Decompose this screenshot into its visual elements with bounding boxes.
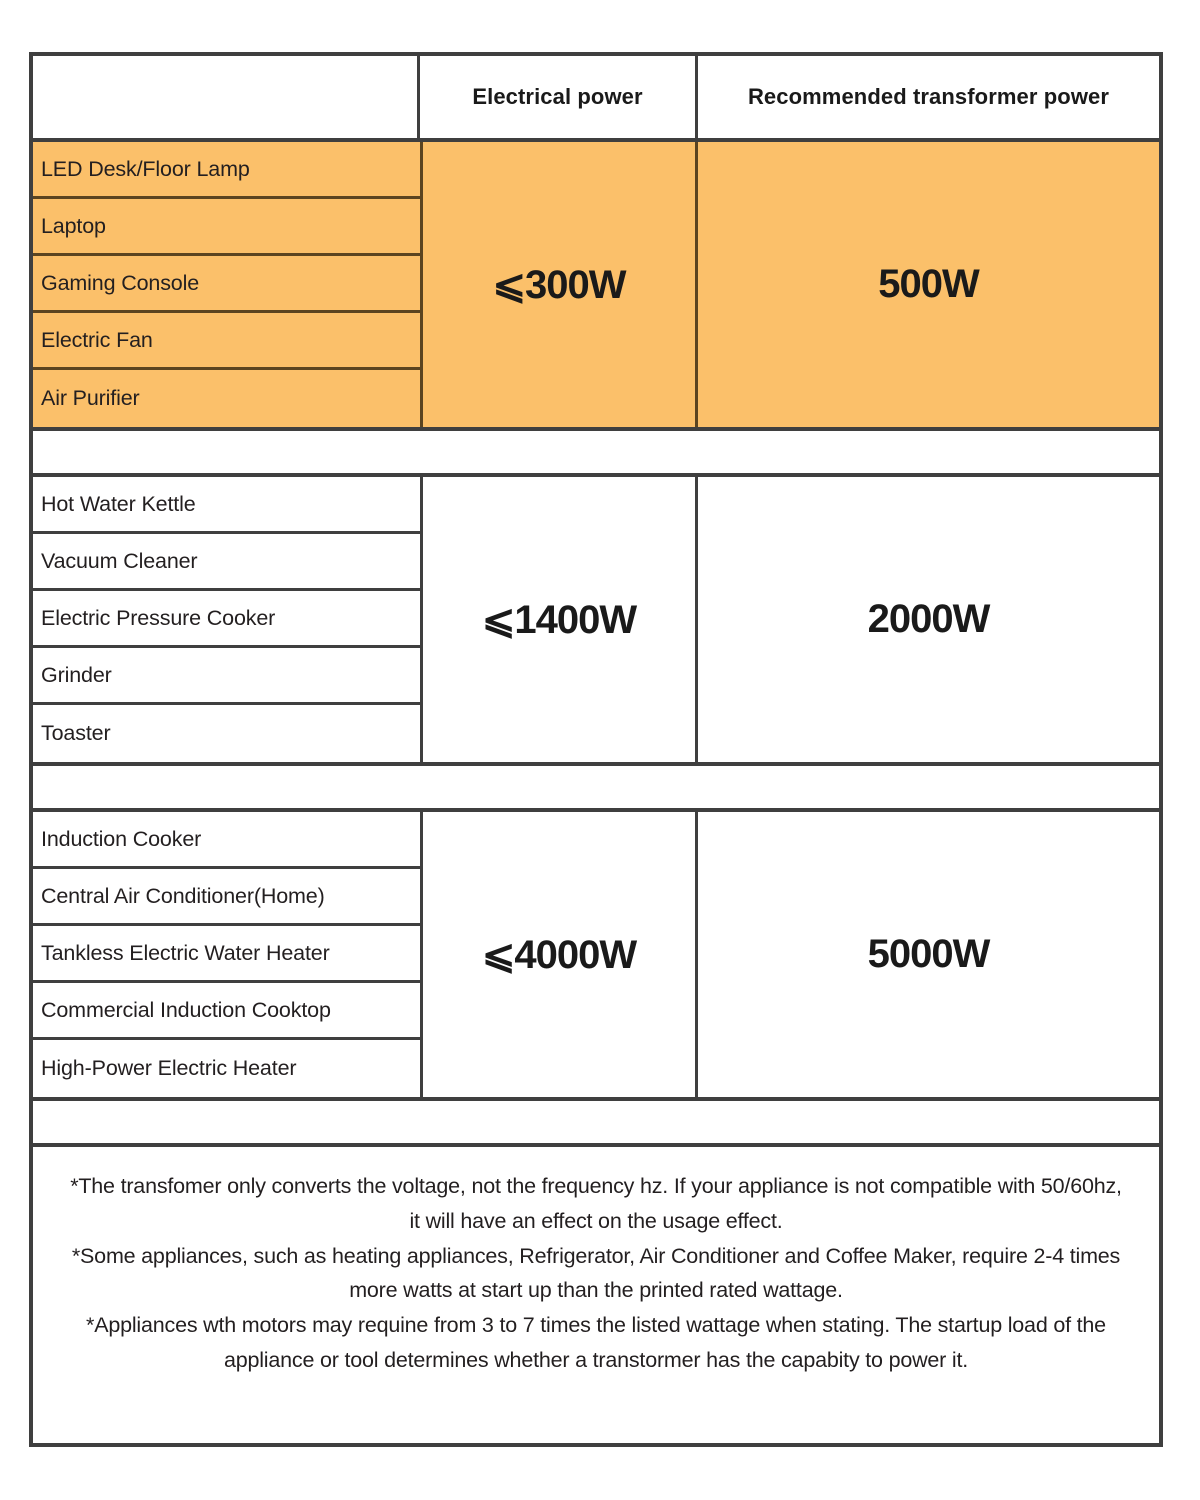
footnote-block	[33, 1147, 1159, 1396]
list-item: Laptop	[33, 199, 420, 256]
table-header-row	[33, 56, 1159, 142]
header-cell-electrical-power: Electrical power	[420, 56, 698, 138]
electrical-power-value-3: ⩽4000W	[420, 812, 698, 1097]
list-item: Air Purifier	[41, 386, 140, 410]
power-compatibility-table	[29, 52, 1163, 1447]
power-group-1	[33, 142, 1159, 427]
list-item: Electric Fan	[33, 313, 420, 370]
appliance-list-1	[33, 142, 420, 427]
footnote-line-3: *Appliances wth motors may requine from 3 to 7 times the listed wattage when stating. The startup load of the appliance or tool determines whether a transtormer has the capabity to power it.	[86, 1313, 1106, 1373]
list-item: High-Power Electric Heater	[41, 1056, 297, 1080]
list-item: LED Desk/Floor Lamp	[33, 142, 420, 199]
table-spacer-row-1	[33, 427, 1159, 477]
header-cell-appliance	[33, 56, 420, 138]
list-item: Grinder	[33, 648, 420, 705]
table-spacer-row-3	[33, 1097, 1159, 1147]
appliance-list-2	[33, 477, 420, 762]
list-item: Electric Pressure Cooker	[33, 591, 420, 648]
electrical-power-value-2: ⩽1400W	[420, 477, 698, 762]
footnote-line-2: *Some appliances, such as heating appliances, Refrigerator, Air Conditioner and Coffee Maker, require 2-4 times more watts at start up than the printed rated wattage.	[71, 1243, 1121, 1303]
power-group-2	[33, 477, 1159, 762]
list-item: Commercial Induction Cooktop	[33, 983, 420, 1040]
transformer-power-value-1: 500W	[878, 262, 979, 306]
appliance-list-3	[33, 812, 420, 1097]
transformer-power-value-3: 5000W	[867, 932, 990, 976]
electrical-power-value-1: ⩽300W	[420, 142, 698, 427]
list-item: Tankless Electric Water Heater	[33, 926, 420, 983]
power-group-3	[33, 812, 1159, 1097]
list-item: Gaming Console	[33, 256, 420, 313]
list-item: Hot Water Kettle	[33, 477, 420, 534]
table-inner	[33, 56, 1159, 1443]
list-item: Induction Cooker	[33, 812, 420, 869]
list-item: Central Air Conditioner(Home)	[33, 869, 420, 926]
table-spacer-row-2	[33, 762, 1159, 812]
list-item: Toaster	[41, 721, 111, 745]
list-item: Vacuum Cleaner	[33, 534, 420, 591]
header-cell-transformer-power: Recommended transformer power	[747, 84, 1110, 109]
footnote-line-1: *The transfomer only converts the voltage, not the frequency hz. If your appliance is not compatible with 50/60hz, it will have an effect on the usage effect.	[70, 1174, 1122, 1233]
transformer-power-value-2: 2000W	[867, 597, 990, 641]
